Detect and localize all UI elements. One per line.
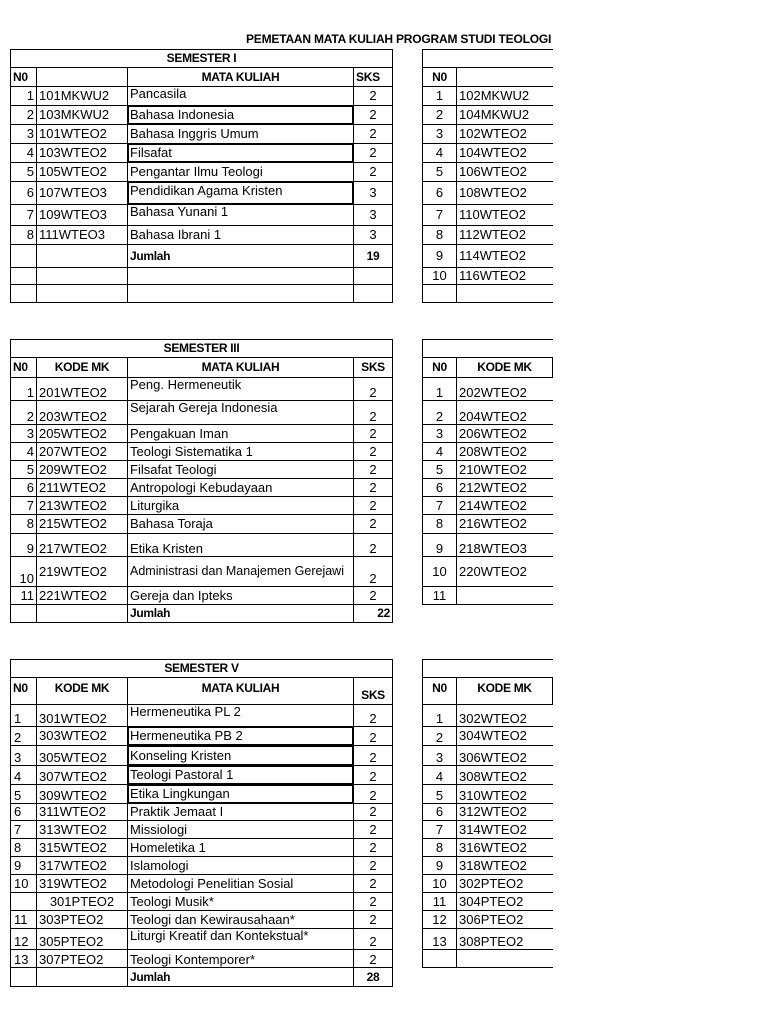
row-mata-kuliah: Bahasa Ibrani 1 [128, 226, 354, 245]
semester-5-table [10, 659, 393, 987]
row-no: 6 [423, 804, 457, 821]
row-no: 4 [11, 766, 37, 785]
row-no: 5 [11, 163, 37, 182]
row-no: 1 [423, 705, 457, 727]
row-no: 4 [423, 144, 457, 163]
row-mata-kuliah: Islamologi [128, 857, 354, 875]
row-kode: 106WTEO2 [457, 163, 553, 182]
row-kode: 315WTEO2 [37, 839, 128, 857]
no-header: N0 [11, 68, 37, 87]
row-kode: 304PTEO2 [457, 893, 553, 911]
row-no: 9 [423, 245, 457, 268]
no-header: N0 [11, 358, 37, 378]
no-header: N0 [423, 358, 457, 378]
row-kode: 107WTEO3 [37, 182, 128, 205]
row-sks: 2 [354, 950, 393, 968]
row-no: 2 [423, 106, 457, 125]
row-kode: 103MKWU2 [37, 106, 128, 125]
row-kode: 313WTEO2 [37, 821, 128, 839]
row-kode: 303PTEO2 [37, 911, 128, 929]
row-kode: 306PTEO2 [457, 911, 553, 929]
row-mata-kuliah: Bahasa Inggris Umum [128, 125, 354, 144]
row-kode: 110WTEO2 [457, 205, 553, 226]
row-sks: 2 [354, 893, 393, 911]
jumlah-label: Jumlah [128, 605, 354, 623]
kode-header-blank [37, 68, 128, 87]
row-sks: 2 [354, 497, 393, 515]
row-no: 4 [11, 144, 37, 163]
row-no: 11 [11, 587, 37, 605]
row-no: 6 [423, 182, 457, 205]
row-kode: 202WTEO2 [457, 378, 553, 401]
row-no: 7 [423, 821, 457, 839]
row-kode: 301PTEO2 [37, 893, 128, 911]
row-mata-kuliah: Filsafat [128, 144, 354, 163]
row-no: 11 [11, 911, 37, 929]
row-mata-kuliah: Metodologi Penelitian Sosial [128, 875, 354, 893]
row-mata-kuliah: Teologi Kontemporer* [128, 950, 354, 968]
no-header: N0 [423, 68, 457, 87]
row-kode: 208WTEO2 [457, 443, 553, 461]
row-kode: 212WTEO2 [457, 479, 553, 497]
row-kode: 102MKWU2 [457, 87, 553, 106]
row-no: 11 [423, 587, 457, 605]
row-kode: 301WTEO2 [37, 705, 128, 727]
row-sks: 2 [354, 746, 393, 766]
jumlah-sks: 28 [354, 968, 393, 987]
row-kode: 318WTEO2 [457, 857, 553, 875]
row-no: 5 [11, 461, 37, 479]
row-kode: 219WTEO2 [37, 557, 128, 587]
empty-cell [37, 268, 128, 285]
row-no: 1 [11, 705, 37, 727]
row-no: 9 [423, 534, 457, 557]
row-no: 8 [11, 839, 37, 857]
row-kode: 105WTEO2 [37, 163, 128, 182]
semester-heading: SEMESTER I [11, 50, 393, 68]
row-kode: 201WTEO2 [37, 378, 128, 401]
row-no: 6 [11, 479, 37, 497]
semester-heading [423, 50, 553, 68]
row-no: 4 [11, 443, 37, 461]
row-kode: 204WTEO2 [457, 401, 553, 425]
semester-2-table [422, 49, 553, 303]
row-kode: 307PTEO2 [37, 950, 128, 968]
row-kode: 214WTEO2 [457, 497, 553, 515]
row-kode: 216WTEO2 [457, 515, 553, 534]
row-no [11, 893, 37, 911]
row-kode: 218WTEO3 [457, 534, 553, 557]
row-mata-kuliah: Missiologi [128, 821, 354, 839]
row-no: 4 [423, 766, 457, 785]
row-mata-kuliah: Peng. Hermeneutik [128, 378, 354, 401]
row-kode: 308PTEO2 [457, 929, 553, 950]
kode-header: KODE MK [457, 358, 553, 378]
row-mata-kuliah: Teologi dan Kewirausahaan* [128, 911, 354, 929]
empty-cell [11, 968, 37, 987]
row-sks: 2 [354, 106, 393, 125]
row-mata-kuliah: Administrasi dan Manajemen Gerejawi [128, 557, 354, 587]
row-kode: 102WTEO2 [457, 125, 553, 144]
row-kode: 206WTEO2 [457, 425, 553, 443]
row-no: 12 [11, 929, 37, 950]
row-mata-kuliah: Sejarah Gereja Indonesia [128, 401, 354, 425]
row-no: 10 [11, 557, 37, 587]
row-kode: 314WTEO2 [457, 821, 553, 839]
semester-heading [423, 340, 553, 358]
row-mata-kuliah: Pendidikan Agama Kristen [128, 182, 354, 205]
row-kode: 316WTEO2 [457, 839, 553, 857]
jumlah-sks: 19 [354, 245, 393, 268]
empty-cell [37, 605, 128, 623]
row-sks: 2 [354, 857, 393, 875]
empty-cell [11, 605, 37, 623]
row-no: 7 [423, 205, 457, 226]
row-mata-kuliah: Antropologi Kebudayaan [128, 479, 354, 497]
empty-cell [37, 245, 128, 268]
empty-cell [128, 285, 354, 303]
row-kode: 213WTEO2 [37, 497, 128, 515]
row-kode: 305PTEO2 [37, 929, 128, 950]
row-no: 1 [423, 378, 457, 401]
semester-1-table [10, 49, 393, 303]
row-sks: 2 [354, 479, 393, 497]
row-sks: 2 [354, 401, 393, 425]
row-sks: 2 [354, 378, 393, 401]
row-mata-kuliah: Gereja dan Ipteks [128, 587, 354, 605]
row-kode: 103WTEO2 [37, 144, 128, 163]
row-kode: 311WTEO2 [37, 804, 128, 821]
row-mata-kuliah: Filsafat Teologi [128, 461, 354, 479]
row-no: 8 [423, 226, 457, 245]
row-sks: 2 [354, 727, 393, 746]
empty-cell [354, 268, 393, 285]
row-kode: 307WTEO2 [37, 766, 128, 785]
row-sks: 3 [354, 205, 393, 226]
row-sks: 2 [354, 163, 393, 182]
mata-kuliah-header: MATA KULIAH [128, 358, 354, 378]
semester-heading: SEMESTER III [11, 340, 393, 358]
row-no: 8 [11, 515, 37, 534]
empty-cell [457, 285, 553, 303]
row-no: 3 [423, 746, 457, 766]
row-no: 7 [11, 821, 37, 839]
empty-cell [423, 285, 457, 303]
empty-cell [354, 285, 393, 303]
row-kode: 101WTEO2 [37, 125, 128, 144]
row-kode: 108WTEO2 [457, 182, 553, 205]
kode-header: KODE MK [457, 678, 553, 705]
row-kode: 302WTEO2 [457, 705, 553, 727]
empty-cell [457, 950, 553, 968]
kode-header-blank [457, 68, 553, 87]
empty-cell [11, 245, 37, 268]
row-no: 5 [11, 785, 37, 804]
row-kode: 203WTEO2 [37, 401, 128, 425]
row-no: 1 [11, 378, 37, 401]
row-kode: 104WTEO2 [457, 144, 553, 163]
row-sks: 2 [354, 515, 393, 534]
no-header: N0 [423, 678, 457, 705]
row-no: 8 [11, 226, 37, 245]
row-mata-kuliah: Bahasa Yunani 1 [128, 205, 354, 226]
row-sks: 2 [354, 875, 393, 893]
row-no: 12 [423, 911, 457, 929]
semester-6-table [422, 659, 553, 968]
row-sks: 2 [354, 911, 393, 929]
row-no: 7 [423, 497, 457, 515]
row-mata-kuliah: Etika Kristen [128, 534, 354, 557]
row-sks: 3 [354, 182, 393, 205]
row-mata-kuliah: Pengakuan Iman [128, 425, 354, 443]
page-title: PEMETAAN MATA KULIAH PROGRAM STUDI TEOLOGI [246, 32, 552, 46]
row-no: 7 [11, 497, 37, 515]
row-no: 5 [423, 785, 457, 804]
kode-header: KODE MK [37, 678, 128, 705]
row-kode: 211WTEO2 [37, 479, 128, 497]
row-no: 11 [423, 893, 457, 911]
row-kode: 205WTEO2 [37, 425, 128, 443]
sks-header: SKS [354, 678, 393, 705]
sks-header: SKS [354, 358, 393, 378]
row-no: 2 [11, 727, 37, 746]
row-mata-kuliah: Homeletika 1 [128, 839, 354, 857]
row-kode: 312WTEO2 [457, 804, 553, 821]
row-mata-kuliah: Teologi Pastoral 1 [128, 766, 354, 785]
row-kode: 319WTEO2 [37, 875, 128, 893]
mata-kuliah-header: MATA KULIAH [128, 678, 354, 705]
row-kode: 306WTEO2 [457, 746, 553, 766]
row-sks: 2 [354, 443, 393, 461]
row-no: 9 [11, 857, 37, 875]
row-sks: 2 [354, 425, 393, 443]
semester-4-table [422, 339, 553, 605]
row-no: 3 [11, 125, 37, 144]
row-no: 13 [423, 929, 457, 950]
empty-cell [37, 968, 128, 987]
row-no: 13 [11, 950, 37, 968]
row-no: 5 [423, 163, 457, 182]
row-no: 5 [423, 461, 457, 479]
row-kode: 308WTEO2 [457, 766, 553, 785]
row-no: 2 [423, 727, 457, 746]
row-mata-kuliah: Pengantar Ilmu Teologi [128, 163, 354, 182]
row-sks: 2 [354, 804, 393, 821]
row-kode: 217WTEO2 [37, 534, 128, 557]
row-no: 9 [11, 534, 37, 557]
row-no: 2 [11, 106, 37, 125]
row-mata-kuliah: Teologi Musik* [128, 893, 354, 911]
empty-cell [37, 285, 128, 303]
kode-header: KODE MK [37, 358, 128, 378]
jumlah-label: Jumlah [128, 968, 354, 987]
row-kode: 114WTEO2 [457, 245, 553, 268]
jumlah-sks: 22 [354, 605, 393, 623]
row-kode: 207WTEO2 [37, 443, 128, 461]
row-no: 6 [11, 804, 37, 821]
semester-3-table [10, 339, 393, 623]
row-no: 9 [423, 857, 457, 875]
semester-heading: SEMESTER V [11, 660, 393, 678]
row-kode: 104MKWU2 [457, 106, 553, 125]
row-kode: 112WTEO2 [457, 226, 553, 245]
row-mata-kuliah: Hermeneutika PL 2 [128, 705, 354, 727]
row-kode: 305WTEO2 [37, 746, 128, 766]
row-sks: 2 [354, 785, 393, 804]
row-no: 8 [423, 515, 457, 534]
semester-heading [423, 660, 553, 678]
row-no: 10 [423, 268, 457, 285]
row-kode: 303WTEO2 [37, 727, 128, 746]
row-mata-kuliah: Liturgika [128, 497, 354, 515]
row-kode: 220WTEO2 [457, 557, 553, 587]
row-mata-kuliah: Teologi Sistematika 1 [128, 443, 354, 461]
row-kode: 215WTEO2 [37, 515, 128, 534]
row-kode: 101MKWU2 [37, 87, 128, 106]
row-kode: 209WTEO2 [37, 461, 128, 479]
row-no: 3 [11, 746, 37, 766]
mata-kuliah-header: MATA KULIAH [128, 68, 354, 87]
row-mata-kuliah: Liturgi Kreatif dan Kontekstual* [128, 929, 354, 950]
row-kode: 304WTEO2 [457, 727, 553, 746]
row-sks: 3 [354, 226, 393, 245]
row-no: 8 [423, 839, 457, 857]
row-no: 3 [423, 425, 457, 443]
row-no: 3 [11, 425, 37, 443]
row-kode: 116WTEO2 [457, 268, 553, 285]
row-kode: 111WTEO3 [37, 226, 128, 245]
jumlah-label: Jumlah [128, 245, 354, 268]
row-kode [457, 587, 553, 605]
empty-cell [11, 268, 37, 285]
row-kode: 221WTEO2 [37, 587, 128, 605]
sks-header: SKS [354, 68, 393, 87]
empty-cell [128, 268, 354, 285]
row-mata-kuliah: Bahasa Toraja [128, 515, 354, 534]
row-sks: 2 [354, 534, 393, 557]
row-kode: 317WTEO2 [37, 857, 128, 875]
row-mata-kuliah: Bahasa Indonesia [128, 106, 354, 125]
row-no: 2 [423, 401, 457, 425]
row-mata-kuliah: Pancasila [128, 87, 354, 106]
row-no: 7 [11, 205, 37, 226]
row-sks: 2 [354, 705, 393, 727]
row-no: 3 [423, 125, 457, 144]
row-no: 6 [11, 182, 37, 205]
row-sks: 2 [354, 929, 393, 950]
row-sks: 2 [354, 557, 393, 587]
row-kode: 310WTEO2 [457, 785, 553, 804]
row-mata-kuliah: Etika Lingkungan [128, 785, 354, 804]
row-kode: 210WTEO2 [457, 461, 553, 479]
no-header: N0 [11, 678, 37, 705]
row-no: 10 [11, 875, 37, 893]
row-sks: 2 [354, 87, 393, 106]
row-no: 10 [423, 557, 457, 587]
row-no: 2 [11, 401, 37, 425]
row-no: 1 [423, 87, 457, 106]
row-kode: 309WTEO2 [37, 785, 128, 804]
empty-cell [11, 285, 37, 303]
row-mata-kuliah: Konseling Kristen [128, 746, 354, 766]
empty-cell [423, 950, 457, 968]
row-sks: 2 [354, 144, 393, 163]
row-mata-kuliah: Praktik Jemaat I [128, 804, 354, 821]
row-sks: 2 [354, 461, 393, 479]
row-no: 1 [11, 87, 37, 106]
row-kode: 109WTEO3 [37, 205, 128, 226]
row-sks: 2 [354, 125, 393, 144]
row-sks: 2 [354, 766, 393, 785]
row-no: 10 [423, 875, 457, 893]
row-sks: 2 [354, 821, 393, 839]
row-sks: 2 [354, 839, 393, 857]
row-mata-kuliah: Hermeneutika PB 2 [128, 727, 354, 746]
row-kode: 302PTEO2 [457, 875, 553, 893]
row-no: 4 [423, 443, 457, 461]
row-no: 6 [423, 479, 457, 497]
row-sks: 2 [354, 587, 393, 605]
